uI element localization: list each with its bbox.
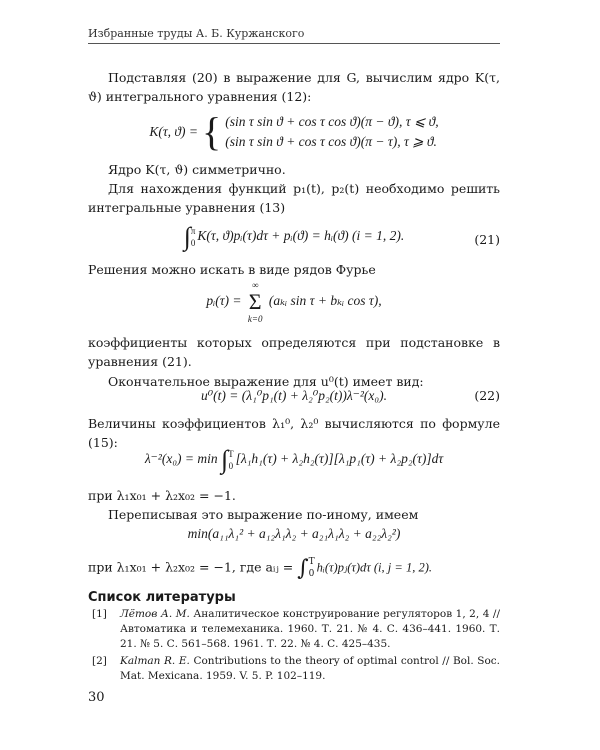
kernel-case-2: (sin τ sin ϑ + cos τ cos ϑ)(π − τ), τ ⩾ ϑ. bbox=[225, 134, 437, 149]
paragraph-rewrite: Переписывая это выражение по-иному, имеем bbox=[108, 507, 419, 522]
reference-number: [2] bbox=[92, 655, 107, 667]
paragraph-lambda-coefficients: Величины коэффициентов λ₁⁰, λ₂⁰ вычисляются по формуле (15): bbox=[88, 416, 500, 450]
paragraph-solve-integral: Для нахождения функций p₁(t), p₂(t) необходимо решить интегральные уравнения (13) bbox=[88, 181, 500, 215]
equation-21-number: (21) bbox=[474, 232, 500, 247]
reference-item bbox=[88, 607, 500, 652]
equation-21 bbox=[88, 222, 500, 252]
kernel-lhs: K(τ, ϑ) = bbox=[149, 124, 199, 139]
paragraph-constraint: при λ₁x₀₁ + λ₂x₀₂ = −1. bbox=[88, 488, 236, 503]
paragraph-coefficients: коэффициенты которых определяются при подстановке в уравнения (21). bbox=[88, 335, 500, 369]
references-title: Список литературы bbox=[88, 590, 236, 605]
running-header: Избранные труды А. Б. Куржанского bbox=[88, 27, 500, 44]
equation-lambda bbox=[88, 445, 500, 475]
integral-sign: ∫ bbox=[183, 222, 191, 251]
integral-upper-limit: T bbox=[308, 557, 315, 567]
reference-item bbox=[88, 654, 500, 684]
paragraph-fourier: Решения можно искать в виде рядов Фурье bbox=[88, 262, 376, 277]
aij-body: hᵢ(τ)pⱼ(τ)dτ (i, j = 1, 2). bbox=[316, 560, 432, 575]
integral-sign: ∫ bbox=[297, 555, 309, 581]
integral-lower-limit: 0 bbox=[190, 238, 196, 248]
fourier-body: (aₖᵢ sin τ + bₖᵢ cos τ), bbox=[268, 293, 382, 309]
reference-text: Contributions to the theory of optimal control // Bol. Soc. Mat. Mexicana. 1959. V. 5. P. 102–119. bbox=[120, 655, 500, 682]
equation-22-body: u⁰(t) = (λ₁⁰p₁(t) + λ₂⁰p₂(t))λ⁻²(x₀). bbox=[201, 388, 387, 403]
lambda-lhs: λ⁻²(x₀) = min bbox=[144, 451, 218, 467]
paragraph-aij bbox=[88, 556, 500, 580]
aij-condition: при λ₁x₀₁ + λ₂x₀₂ = −1, где aᵢⱼ = bbox=[88, 559, 294, 575]
lambda-body: [λ₁h₁(τ) + λ₂h₂(τ)][λ₁p₁(τ) + λ₂p₂(τ)]dτ bbox=[235, 451, 444, 467]
sum-lower-limit: k=0 bbox=[247, 314, 263, 324]
sum-sign: Σ bbox=[248, 289, 262, 314]
integral-sign: ∫ bbox=[221, 445, 229, 474]
equation-22 bbox=[88, 388, 500, 404]
reference-number: [1] bbox=[92, 608, 107, 620]
min-expression: min(a₁₁λ₁² + a₁₂λ₁λ₂ + a₂₁λ₁λ₂ + a₂₂λ₂²) bbox=[187, 526, 401, 541]
integral-upper-limit: T bbox=[228, 449, 234, 459]
reference-author: Лётов А. М. bbox=[120, 608, 190, 620]
kernel-case-1: (sin τ sin ϑ + cos τ cos ϑ)(π − ϑ), τ ⩽ ϑ, bbox=[225, 114, 439, 129]
reference-author: Kalman R. E. bbox=[120, 655, 190, 667]
integral-lower-limit: 0 bbox=[308, 569, 315, 579]
integral-upper-limit: π bbox=[190, 226, 196, 236]
equation-22-number: (22) bbox=[474, 388, 500, 403]
paragraph-symmetric: Ядро K(τ, ϑ) симметрично. bbox=[108, 162, 286, 177]
paragraph-kernel-intro: Подставляя (20) в выражение для G, вычислим ядро K(τ, ϑ) интегрального уравнения (12): bbox=[88, 70, 500, 104]
paragraph-final-expression: Окончательное выражение для u⁰(t) имеет вид: bbox=[108, 374, 424, 389]
equation-21-body: K(τ, ϑ)pᵢ(τ)dτ + pᵢ(ϑ) = hᵢ(ϑ) (i = 1, 2). bbox=[197, 228, 405, 244]
fourier-lhs: pᵢ(τ) = bbox=[206, 293, 242, 309]
equation-fourier bbox=[88, 280, 500, 324]
equation-kernel bbox=[88, 109, 500, 154]
sum-upper-limit: ∞ bbox=[252, 280, 259, 290]
reference-text: Аналитическое конструирование регуляторов 1, 2, 4 // Автоматика и телемеханика. 1960. Т. 21. № 4. С. 436–441. 1960. Т. 21. № 5. С. 561–568. 1961. Т. 22. № 4. С. 425–435. bbox=[120, 608, 501, 650]
equation-min bbox=[88, 526, 500, 542]
page-number: 30 bbox=[88, 690, 105, 705]
left-brace: { bbox=[202, 109, 222, 154]
integral-lower-limit: 0 bbox=[228, 461, 234, 471]
